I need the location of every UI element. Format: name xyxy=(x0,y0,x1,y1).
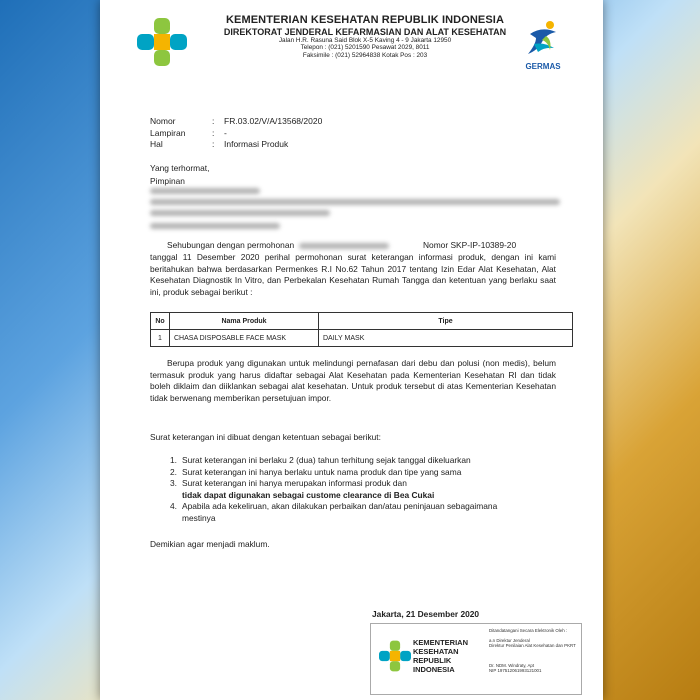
list-number: 1. xyxy=(170,455,177,465)
nomor-value: FR.03.02/V/A/13568/2020 xyxy=(224,116,323,126)
germas-logo xyxy=(518,20,568,72)
table-row xyxy=(151,330,573,347)
row-no: 1 xyxy=(151,330,170,347)
list-item xyxy=(170,478,497,501)
ministry-logo-icon xyxy=(137,18,187,66)
stamp-info-line: a.n Direktur Jenderal xyxy=(489,637,530,643)
paragraph-2: Berupa produk yang digunakan untuk melindungi pernafasan dari debu dan polusi (non medis), belum termasuk produk yang harus didaftar sebagai Alat Kesehatan pada Kementerian Kesehatan RI dan tidak boleh diklaim dan diiklankan sebagai alat kesehatan. Untuk produk tersebut di atas Kementerian Kesehatan tidak berwenang memberikan persetujuan impor. xyxy=(150,358,556,403)
header-product-name: Nama Produk xyxy=(170,313,319,330)
stamp-line: KEMENTERIAN xyxy=(413,638,469,647)
directorate-name: DIREKTORAT JENDERAL KEFARMASIAN DAN ALAT KESEHATAN xyxy=(223,26,507,37)
stamp-logo-icon xyxy=(379,636,411,676)
colon: : xyxy=(212,116,215,126)
list-item xyxy=(170,467,497,479)
closing: Demikian agar menjadi maklum. xyxy=(150,539,270,549)
recipient-label: Pimpinan xyxy=(150,176,185,186)
stamp-ministry-name xyxy=(413,638,468,674)
list-number: 3. xyxy=(170,478,177,489)
letterhead xyxy=(200,14,530,59)
ministry-name: KEMENTERIAN KESEHATAN REPUBLIK INDONESIA xyxy=(226,14,504,26)
list-bold-text: tidak dapat digunakan sebagai custome clearance di Bea Cukai xyxy=(182,489,435,500)
list-text: Surat keterangan ini hanya merupakan informasi produk dan xyxy=(182,478,407,489)
germas-label: GERMAS xyxy=(525,62,561,71)
product-table xyxy=(150,312,573,347)
stamp-line: KESEHATAN xyxy=(413,647,459,656)
stamp-info-line: Direktur Penilaian Alat Kesehatan dan PKRT xyxy=(489,643,576,649)
stamp-info-line: Dr. NDM. Windraty, Apt xyxy=(489,662,535,668)
list-number: 4. xyxy=(170,501,177,512)
list-item xyxy=(170,455,497,467)
stamp-line: INDONESIA xyxy=(413,665,455,674)
greeting: Yang terhormat, xyxy=(150,163,210,173)
hal-label: Hal xyxy=(150,139,163,149)
redacted-company xyxy=(299,243,389,249)
list-text: Surat keterangan ini berlaku 2 (dua) tahun terhitung sejak tanggal dikeluarkan xyxy=(182,455,471,465)
lampiran-value: - xyxy=(224,128,227,138)
list-number: 2. xyxy=(170,466,177,477)
table-header-row xyxy=(151,313,573,330)
fax: Faksimile : (021) 52964838 Kotak Pos : 203 xyxy=(302,51,428,59)
p1-line1-start: Sehubungan dengan permohonan xyxy=(167,240,295,250)
colon: : xyxy=(212,139,215,149)
nomor-label: Nomor xyxy=(150,116,176,126)
list-text: Apabila ada kekeliruan, akan dilakukan perbaikan dan/atau peninjauan sebagaimana xyxy=(182,501,498,512)
row-type: DAILY MASK xyxy=(319,330,573,347)
stamp-info-line: Ditandatangani Secara Elektronik Oleh : xyxy=(489,628,568,633)
header-no: No xyxy=(151,313,170,330)
p1-line1-end: Nomor SKP-IP-10389-20 xyxy=(423,240,517,250)
signature-stamp xyxy=(370,623,582,695)
header-type: Tipe xyxy=(319,313,573,330)
phone: Telepon : (021) 5201590 Pesawat 2029, 8011 xyxy=(300,44,430,52)
paragraph-3: Surat keterangan ini dibuat dengan ketentuan sebagai berikut: xyxy=(150,432,381,442)
signature-date: Jakarta, 21 Desember 2020 xyxy=(372,609,480,619)
conditions-list xyxy=(170,455,497,525)
paragraph-1: tanggal 11 Desember 2020 perihal permohonan surat keterangan informasi produk, dengan ini kami beritahukan bahwa berdasarkan Permenkes R.I No.62 Tahun 2017 tentang Izin Edar Alat Kesehatan, Alat Kesehatan Diagnostik In Vitro, dan Perbekalan Kesehatan Rumah Tangga dan ketentuan yang berlaku saat ini, produk sebagai berikut : xyxy=(150,252,556,297)
stamp-info-line: NIP 197512061993121001 xyxy=(489,668,542,674)
hal-value: Informasi Produk xyxy=(224,139,289,149)
list-item xyxy=(170,501,497,524)
list-text: mestinya xyxy=(182,512,216,523)
list-text: Surat keterangan ini hanya berlaku untuk nama produk dan tipe yang sama xyxy=(182,466,462,477)
address: Jalan H.R. Rasuna Said Blok X-5 Kaving 4 - 9 Jakarta 12950 xyxy=(278,36,452,44)
colon: : xyxy=(212,128,215,138)
lampiran-label: Lampiran xyxy=(150,128,186,138)
stamp-line: REPUBLIK xyxy=(413,656,452,665)
germas-figure-icon xyxy=(526,20,560,56)
redacted-recipient xyxy=(150,186,570,246)
stamp-signer-info xyxy=(489,628,576,674)
letter-page xyxy=(100,0,603,700)
row-product-name: CHASA DISPOSABLE FACE MASK xyxy=(170,330,319,347)
